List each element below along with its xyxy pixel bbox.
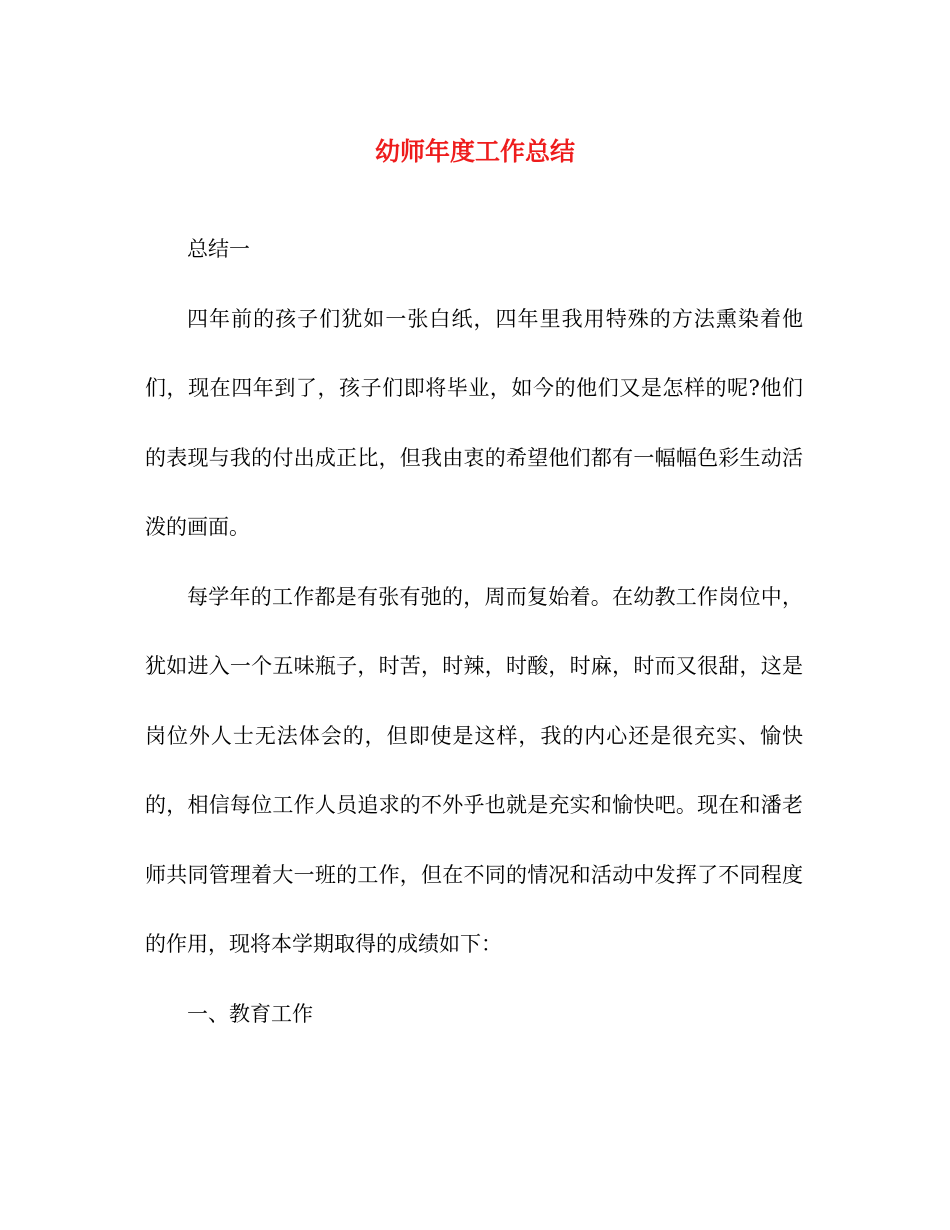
subheading-education: 一、教育工作 (187, 1001, 313, 1026)
document-body (145, 215, 803, 1049)
paragraph-1: 四年前的孩子们犹如一张白纸，四年里我用特殊的方法熏染着他们，现在四年到了，孩子们即将毕业，如今的他们又是怎样的呢?他们的表现与我的付出成正比，但我由衷的希望他们都有一幅幅色彩生动活泼的画面。 (145, 306, 803, 539)
paragraph-2: 每学年的工作都是有张有弛的，周而复始着。在幼教工作岗位中，犹如进入一个五味瓶子，时苦，时辣，时酸，时麻，时而又很甜，这是岗位外人士无法体会的，但即使是这样，我的内心还是很充实、愉快的，相信每位工作人员追求的不外乎也就是充实和愉快吧。现在和潘老师共同管理着大一班的工作，但在不同的情况和活动中发挥了不同程度的作用，现将本学期取得的成绩如下： (145, 584, 803, 956)
section-label: 总结一 (187, 237, 250, 261)
document-title: 幼师年度工作总结 (374, 137, 575, 166)
